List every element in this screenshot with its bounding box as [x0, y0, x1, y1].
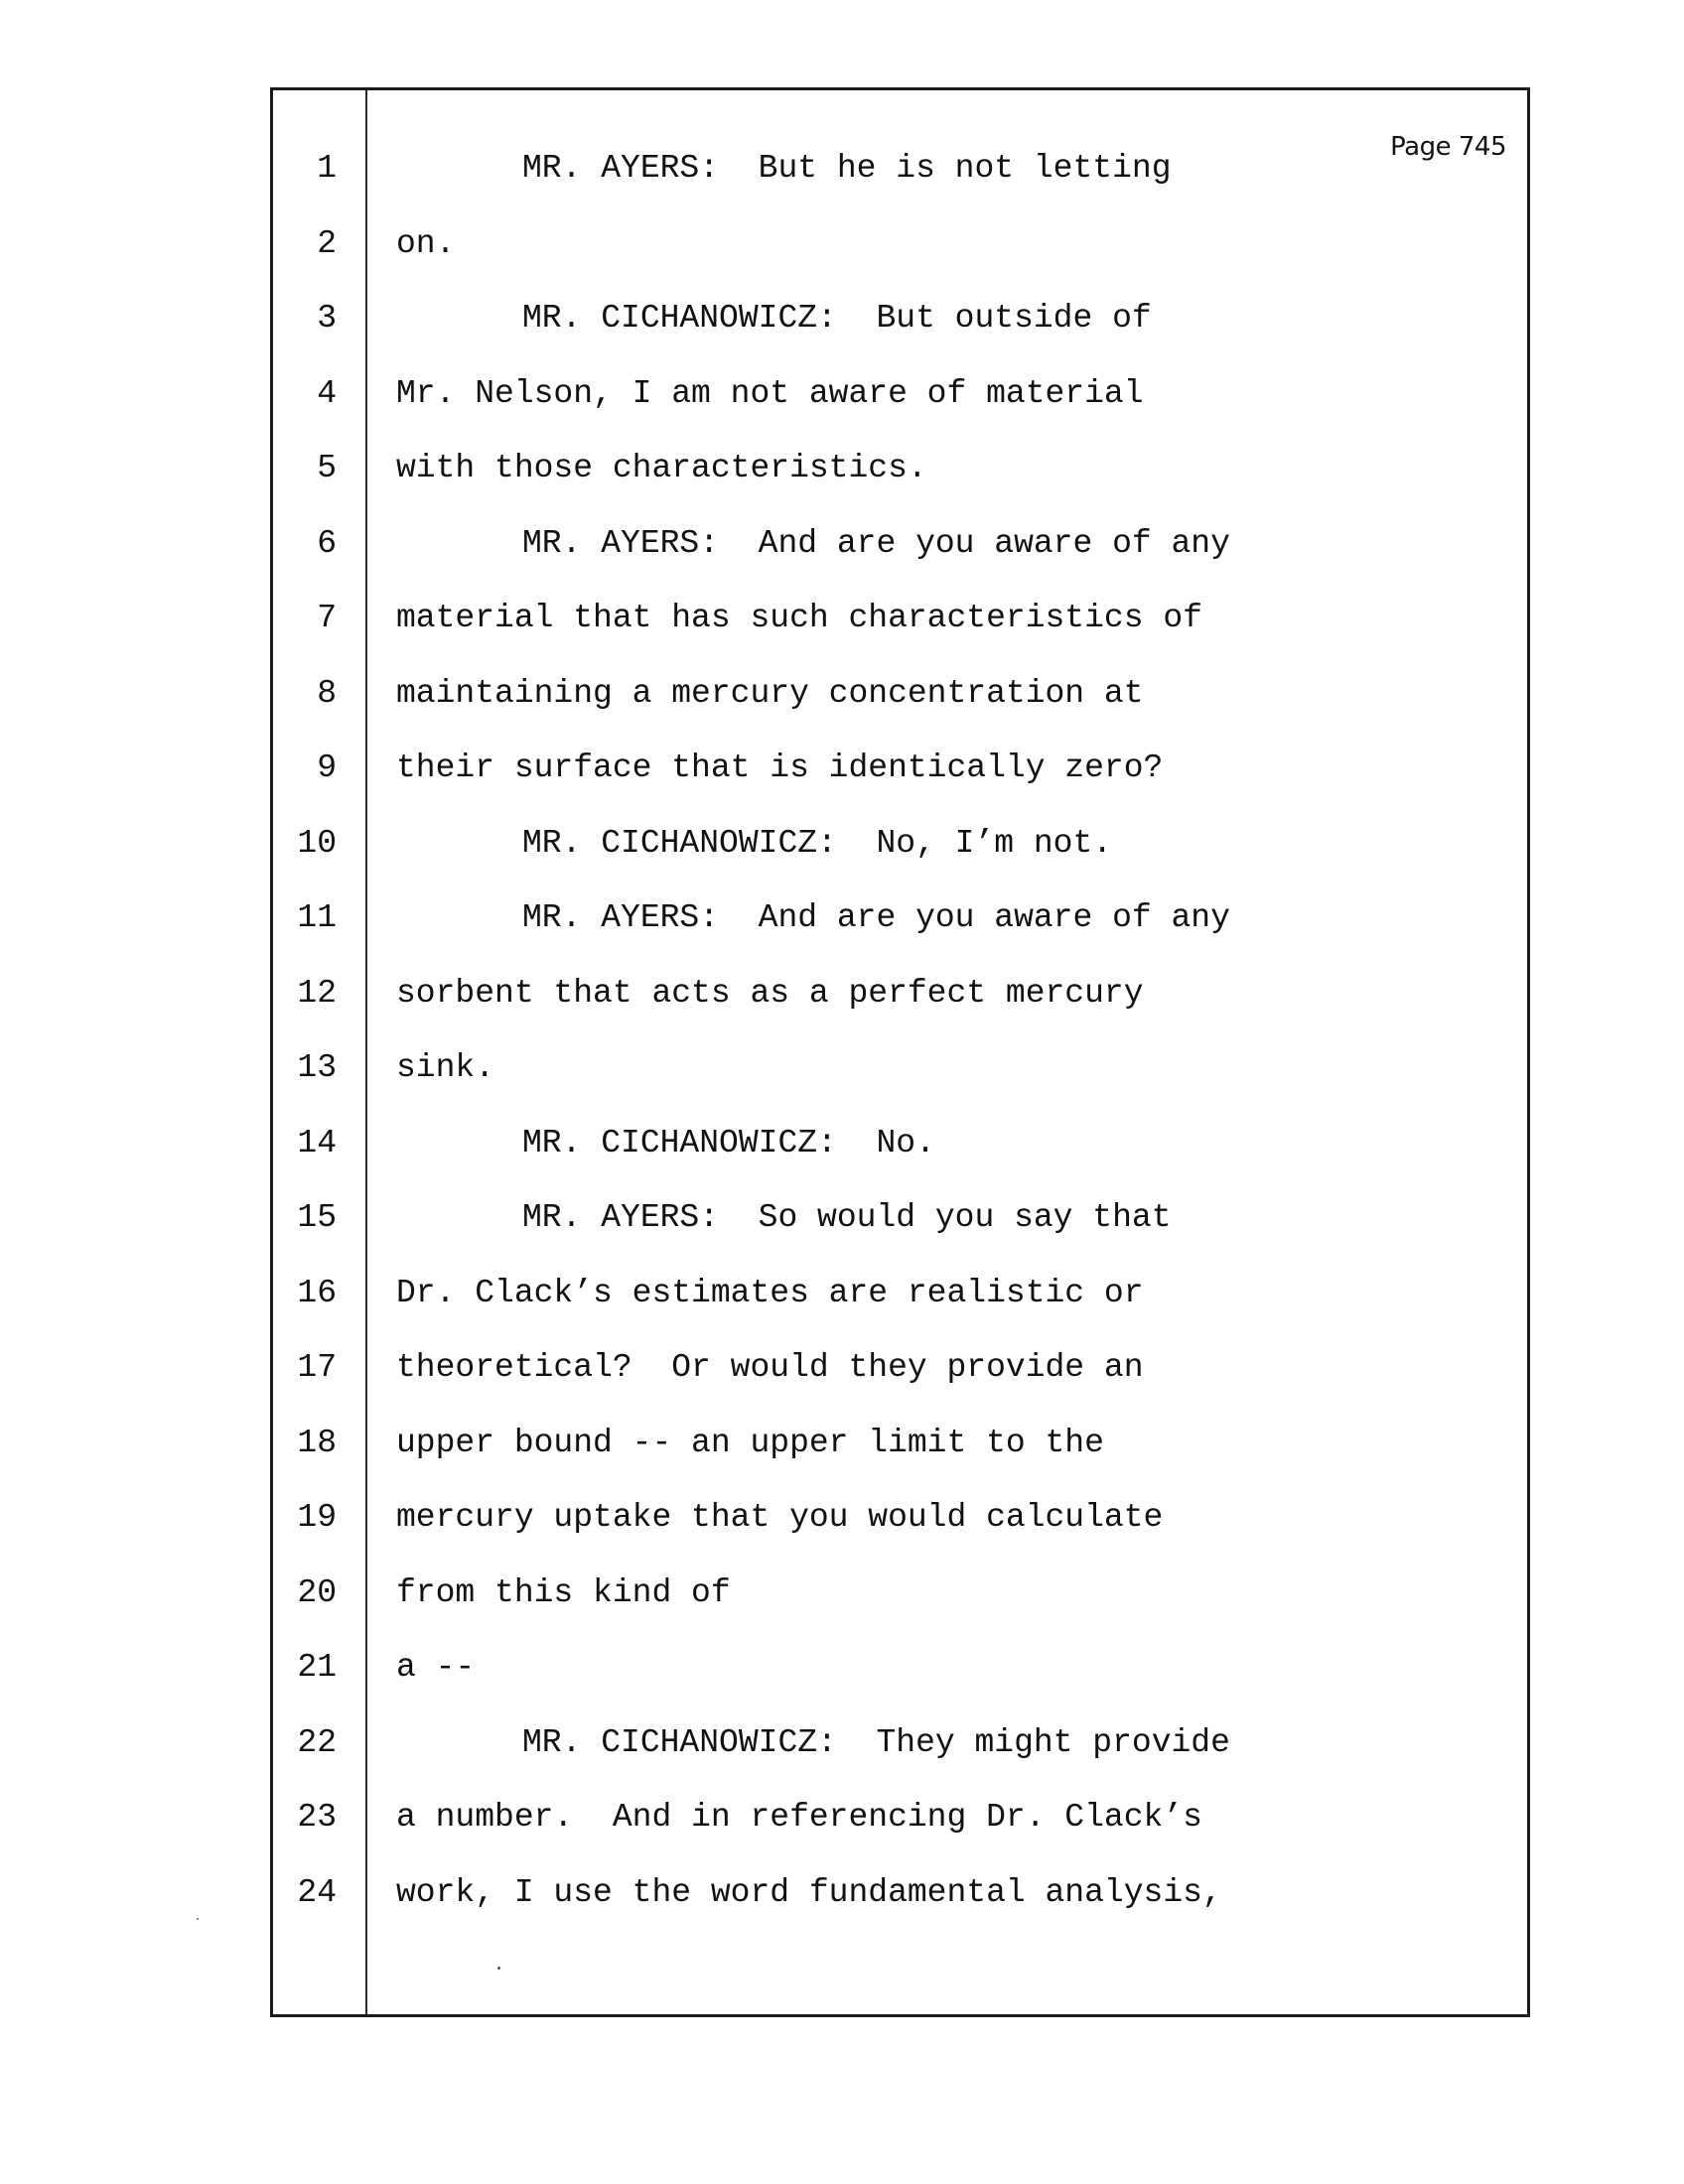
line-number: 7 [317, 600, 337, 636]
line-text: theoretical? Or would they provide an [396, 1349, 1144, 1386]
line-number: 19 [297, 1499, 337, 1536]
transcript-line [273, 1041, 1527, 1117]
transcript-page [270, 87, 1530, 2017]
line-number: 9 [317, 750, 337, 786]
transcript-line [273, 1117, 1527, 1192]
line-text: material that has such characteristics of [396, 600, 1202, 636]
transcript-line [273, 1866, 1527, 1942]
transcript-line [273, 1191, 1527, 1267]
line-text: Dr. Clack’s estimates are realistic or [396, 1274, 1144, 1311]
transcript-line [273, 891, 1527, 967]
line-text: work, I use the word fundamental analysis, [396, 1873, 1222, 1911]
transcript-line [273, 667, 1527, 743]
line-number: 14 [297, 1124, 337, 1161]
transcript-line [273, 517, 1527, 593]
line-text: MR. AYERS: So would you say that [522, 1199, 1172, 1236]
line-number: 21 [297, 1649, 337, 1686]
line-text: MR. AYERS: And are you aware of any [522, 899, 1230, 936]
line-number: 12 [297, 974, 337, 1012]
page-number: Page 745 [1390, 132, 1506, 162]
line-number: 24 [297, 1873, 337, 1911]
transcript-line [273, 442, 1527, 517]
line-text: MR. CICHANOWICZ: No, I’m not. [522, 824, 1113, 862]
line-number: 4 [317, 374, 337, 412]
line-text: a number. And in referencing Dr. Clack’s [396, 1799, 1202, 1836]
line-text: on. [396, 224, 456, 262]
line-text: from this kind of [396, 1573, 731, 1611]
transcript-line [273, 1491, 1527, 1567]
line-number: 10 [297, 824, 337, 862]
line-number: 5 [317, 450, 337, 486]
transcript-line [273, 1641, 1527, 1716]
line-text: MR. AYERS: But he is not letting [522, 150, 1172, 187]
line-number: 11 [297, 899, 337, 936]
transcript-line [273, 1267, 1527, 1342]
transcript-line [273, 1716, 1527, 1792]
line-text: Mr. Nelson, I am not aware of material [396, 374, 1144, 412]
line-number: 23 [297, 1799, 337, 1836]
line-number: 22 [297, 1723, 337, 1761]
line-text: their surface that is identically zero? [396, 750, 1164, 786]
line-number: 15 [297, 1199, 337, 1236]
line-number: 1 [317, 150, 337, 187]
line-number: 16 [297, 1274, 337, 1311]
line-text: mercury uptake that you would calculate [396, 1499, 1164, 1536]
line-text: MR. CICHANOWICZ: But outside of [522, 300, 1152, 337]
line-number: 13 [297, 1049, 337, 1086]
scan-speck [197, 1918, 199, 1920]
line-text: with those characteristics. [396, 450, 927, 486]
line-number: 6 [317, 524, 337, 562]
line-number: 18 [297, 1424, 337, 1461]
line-text: a -- [396, 1649, 476, 1686]
scan-speck [497, 1967, 500, 1970]
line-text: maintaining a mercury concentration at [396, 674, 1144, 712]
transcript-line [273, 1341, 1527, 1417]
line-text: upper bound -- an upper limit to the [396, 1424, 1104, 1461]
transcript-line [273, 967, 1527, 1042]
transcript-line [273, 592, 1527, 667]
line-text: sorbent that acts as a perfect mercury [396, 974, 1144, 1012]
transcript-line [273, 1791, 1527, 1866]
transcript-line [273, 817, 1527, 892]
transcript-line [273, 142, 1527, 217]
transcript-line [273, 1417, 1527, 1492]
line-number: 3 [317, 300, 337, 337]
line-number: 2 [317, 224, 337, 262]
line-number: 8 [317, 674, 337, 712]
transcript-line [273, 292, 1527, 367]
line-text: MR. CICHANOWICZ: No. [522, 1124, 935, 1161]
transcript-line [273, 742, 1527, 817]
transcript-line [273, 217, 1527, 293]
line-text: sink. [396, 1049, 495, 1086]
line-text: MR. CICHANOWICZ: They might provide [522, 1723, 1230, 1761]
line-text: MR. AYERS: And are you aware of any [522, 524, 1230, 562]
line-number: 20 [297, 1573, 337, 1611]
line-number: 17 [297, 1349, 337, 1386]
transcript-body [273, 142, 1527, 1941]
transcript-line [273, 367, 1527, 443]
transcript-line [273, 1567, 1527, 1642]
